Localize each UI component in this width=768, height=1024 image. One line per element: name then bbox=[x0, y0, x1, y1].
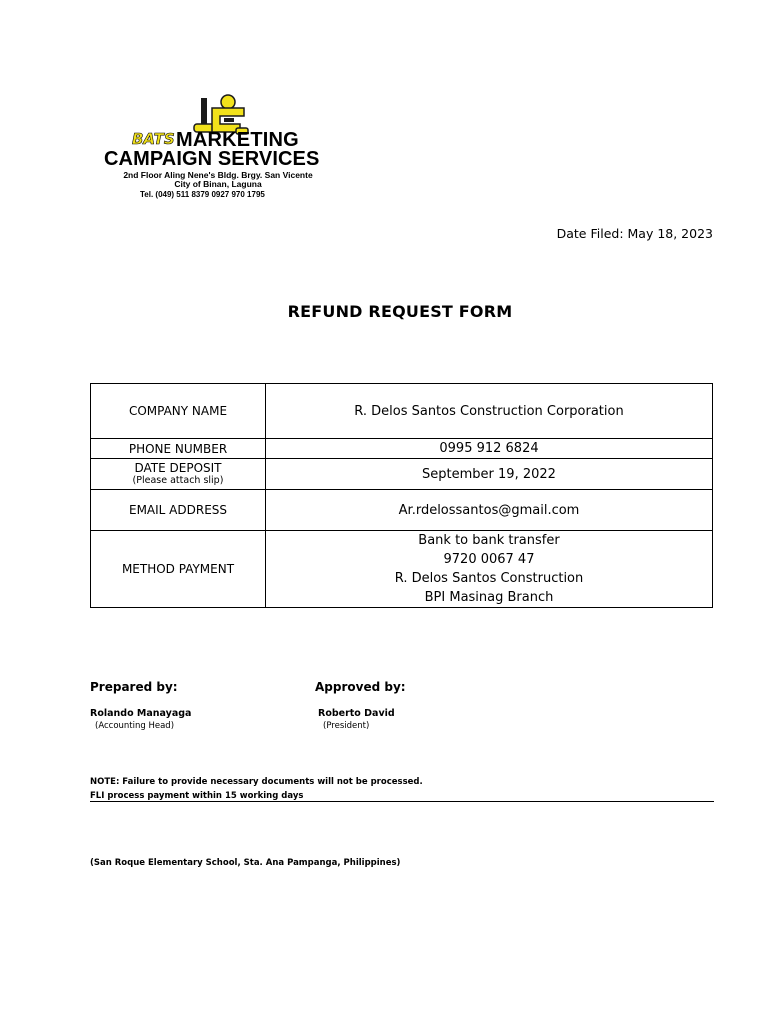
approved-by-block bbox=[315, 680, 406, 731]
table-row bbox=[91, 490, 713, 531]
prepared-by-block bbox=[90, 680, 191, 731]
method-line: Bank to bank transfer bbox=[418, 533, 560, 548]
footer-address: (San Roque Elementary School, Sta. Ana Pampanga, Philippines) bbox=[90, 858, 401, 868]
note-line1: NOTE: Failure to provide necessary documents will not be processed. bbox=[90, 777, 423, 787]
divider bbox=[90, 801, 714, 802]
logo-script-text: BATS bbox=[132, 130, 175, 148]
method-line: 9720 0067 47 bbox=[443, 552, 535, 567]
prepared-by-role: (Accounting Head) bbox=[95, 721, 175, 731]
method-line: R. Delos Santos Construction bbox=[394, 571, 584, 586]
method-payment-label: METHOD PAYMENT bbox=[91, 531, 266, 608]
company-logo bbox=[104, 92, 336, 204]
company-name-line2: CAMPAIGN SERVICES bbox=[104, 148, 320, 170]
date-deposit-label-cell bbox=[91, 459, 266, 490]
approved-by-role: (President) bbox=[323, 721, 370, 731]
approved-by-label: Approved by: bbox=[315, 680, 406, 694]
table-row bbox=[91, 531, 713, 608]
company-name-label: COMPANY NAME bbox=[91, 384, 266, 439]
prepared-by-name: Rolando Manayaga bbox=[90, 708, 192, 719]
email-address-value: Ar.rdelossantos@gmail.com bbox=[266, 490, 713, 531]
email-address-label: EMAIL ADDRESS bbox=[91, 490, 266, 531]
date-deposit-label: DATE DEPOSIT bbox=[134, 461, 222, 475]
refund-form-table bbox=[90, 383, 713, 608]
address-line2: City of Binan, Laguna bbox=[174, 179, 262, 189]
table-row bbox=[91, 439, 713, 459]
company-name-value: R. Delos Santos Construction Corporation bbox=[266, 384, 713, 439]
date-filed: Date Filed: May 18, 2023 bbox=[556, 226, 713, 241]
date-deposit-value: September 19, 2022 bbox=[266, 459, 713, 490]
phone-number-value: 0995 912 6824 bbox=[266, 439, 713, 459]
prepared-by-label: Prepared by: bbox=[90, 680, 178, 694]
date-deposit-note: (Please attach slip) bbox=[132, 475, 224, 486]
company-telephone: Tel. (049) 511 8379 0927 970 1795 bbox=[140, 190, 265, 199]
approved-by-name: Roberto David bbox=[318, 708, 395, 719]
phone-number-label: PHONE NUMBER bbox=[91, 439, 266, 459]
method-payment-value bbox=[266, 531, 713, 608]
page-title: REFUND REQUEST FORM bbox=[287, 302, 513, 321]
table-row bbox=[91, 459, 713, 490]
method-line: BPI Masinag Branch bbox=[424, 590, 554, 605]
note-line2: FLI process payment within 15 working days bbox=[90, 791, 304, 801]
table-row bbox=[91, 384, 713, 439]
company-address bbox=[118, 171, 318, 189]
note-block bbox=[90, 775, 423, 803]
company-name-line1: MARKETING bbox=[176, 129, 299, 151]
address-line1: 2nd Floor Aling Nene's Bldg. Brgy. San Vicente bbox=[123, 170, 313, 180]
